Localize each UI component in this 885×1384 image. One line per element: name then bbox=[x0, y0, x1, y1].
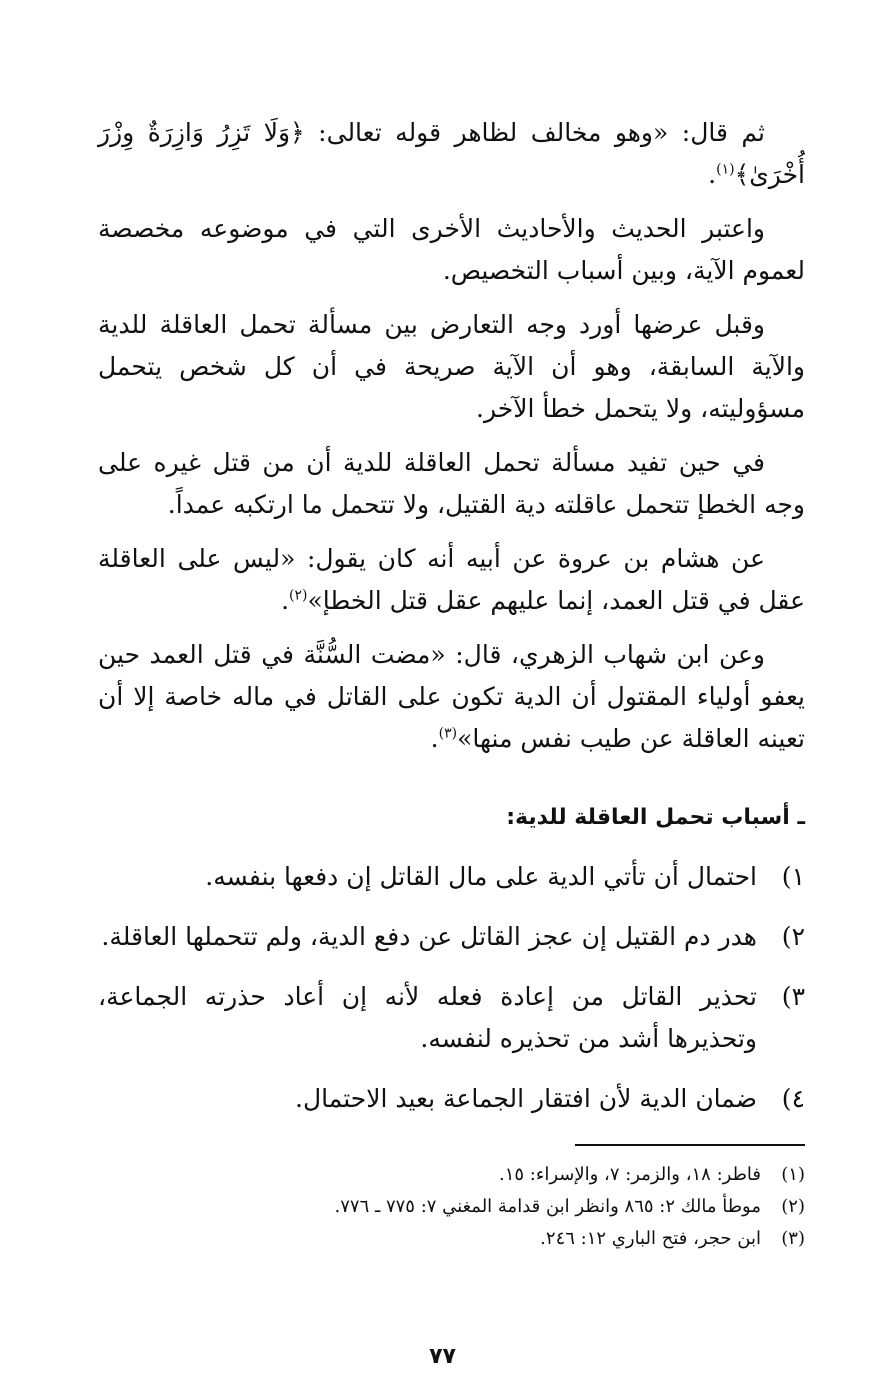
list-item-number: ٤) bbox=[781, 1084, 805, 1113]
footnote-number: (١) bbox=[781, 1164, 805, 1185]
list-item bbox=[98, 856, 805, 898]
footnote-ref-2[interactable]: (٢) bbox=[289, 587, 308, 604]
footnote-number: (٢) bbox=[781, 1196, 805, 1217]
list-item bbox=[98, 1078, 805, 1120]
paragraph-5-text: عن هشام بن عروة عن أبيه أنه كان يقول: «ليس على العاقلة عقل في قتل العمد، إنما عليهم عقل قتل الخطإ» bbox=[98, 544, 805, 615]
footnote-item bbox=[98, 1224, 805, 1254]
paragraph-5 bbox=[98, 538, 805, 622]
paragraph-1 bbox=[98, 112, 805, 196]
footnote-number: (٣) bbox=[781, 1228, 805, 1249]
list-item bbox=[98, 976, 805, 1060]
list-item-text: هدر دم القتيل إن عجز القاتل عن دفع الدية، ولم تتحملها العاقلة. bbox=[101, 922, 757, 951]
list-item-number: ٣) bbox=[781, 982, 805, 1011]
footnote-divider bbox=[575, 1144, 805, 1146]
footnote-item bbox=[98, 1192, 805, 1222]
footnote-ref-1[interactable]: (١) bbox=[716, 161, 735, 178]
list-item-number: ١) bbox=[781, 862, 805, 891]
page-body bbox=[98, 112, 805, 1256]
page-number: ٧٧ bbox=[429, 1344, 456, 1369]
paragraph-1-end: . bbox=[708, 160, 717, 189]
footnotes bbox=[98, 1160, 805, 1254]
footnote-text: موطأ مالك ٢: ٨٦٥ وانظر ابن قدامة المغني ٧: ٧٧٥ ـ ٧٧٦. bbox=[334, 1196, 761, 1217]
footnote-text: فاطر: ١٨، والزمر: ٧، والإسراء: ١٥. bbox=[499, 1164, 761, 1185]
reasons-list bbox=[98, 856, 805, 1120]
paragraph-6 bbox=[98, 634, 805, 760]
paragraph-2-text: واعتبر الحديث والأحاديث الأخرى التي في موضوعه مخصصة لعموم الآية، وبين أسباب التخصيص. bbox=[98, 214, 805, 285]
paragraph-4-text: في حين تفيد مسألة تحمل العاقلة للدية أن من قتل غيره على وجه الخطإ تتحمل عاقلته دية القتيل، ولا تتحمل ما ارتكبه عمداً. bbox=[98, 448, 805, 519]
paragraph-5-end: . bbox=[281, 586, 290, 615]
footnote-ref-3[interactable]: (٣) bbox=[438, 725, 458, 742]
list-item-number: ٢) bbox=[781, 922, 805, 951]
paragraph-3 bbox=[98, 304, 805, 430]
paragraph-1-text: ثم قال: «وهو مخالف لظاهر قوله تعالى: ﴿وَلَا تَزِرُ وَازِرَةٌ وِزْرَ أُخْرَىٰ﴾ bbox=[98, 118, 805, 189]
paragraph-2 bbox=[98, 208, 805, 292]
paragraph-4 bbox=[98, 442, 805, 526]
list-item-text: تحذير القاتل من إعادة فعله لأنه إن أعاد حذرته الجماعة، وتحذيرها أشد من تحذيره لنفسه. bbox=[98, 982, 757, 1053]
list-item bbox=[98, 916, 805, 958]
footnote-text: ابن حجر، فتح الباري ١٢: ٢٤٦. bbox=[540, 1228, 761, 1249]
footnote-item bbox=[98, 1160, 805, 1190]
list-item-text: احتمال أن تأتي الدية على مال القاتل إن دفعها بنفسه. bbox=[205, 862, 757, 891]
section-heading: ـ أسباب تحمل العاقلة للدية: bbox=[506, 805, 805, 830]
list-item-text: ضمان الدية لأن افتقار الجماعة بعيد الاحتمال. bbox=[295, 1084, 757, 1113]
paragraph-3-text: وقبل عرضها أورد وجه التعارض بين مسألة تحمل العاقلة للدية والآية السابقة، وهو أن الآية صريحة في أن كل شخص يتحمل مسؤوليته، ولا يتحمل خطأ الآخر. bbox=[98, 310, 805, 423]
paragraph-6-end: . bbox=[430, 724, 439, 753]
paragraph-6-text: وعن ابن شهاب الزهري، قال: «مضت السُّنَّة في قتل العمد حين يعفو أولياء المقتول أن الدية تكون على القاتل في ماله خاصة إلا أن تعينه العاقلة عن طيب نفس منها» bbox=[98, 640, 805, 753]
